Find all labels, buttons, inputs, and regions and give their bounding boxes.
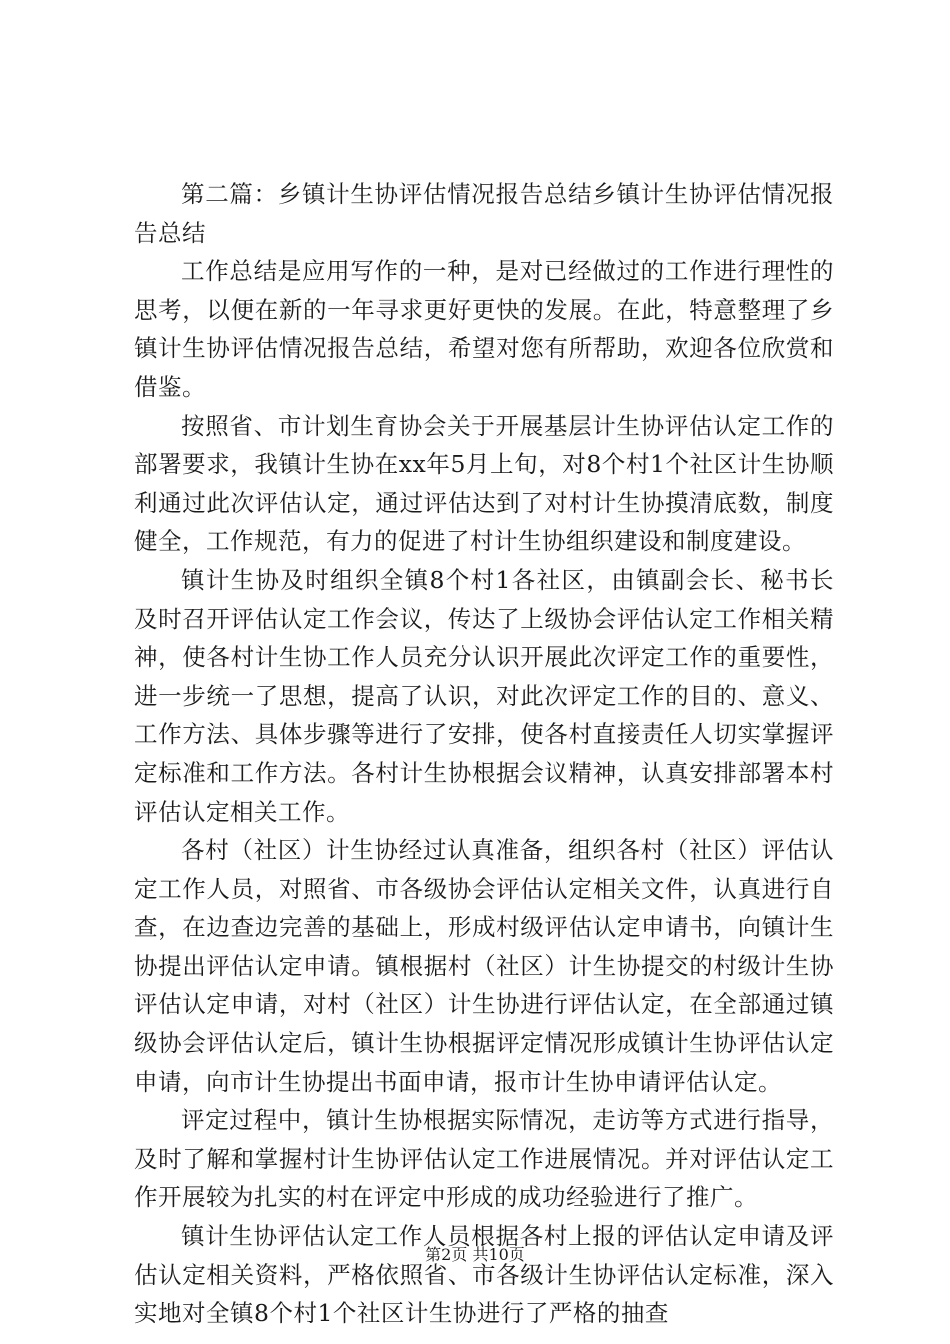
paragraph-inspection: 镇计生协评估认定工作人员根据各村上报的评估认定申请及评估认定相关资料，严格依照省、市各级计生协评估认定标准，深入实地对全镇8个村1个社区计生协进行了严格的抽查	[134, 1222, 834, 1328]
paragraph-meeting: 镇计生协及时组织全镇8个村1各社区，由镇副会长、秘书长及时召开评估认定工作会议，传达了上级协会评估认定工作相关精神，使各村计生协工作人员充分认识开展此次评定工作的重要性，进一步统一了思想，提高了认识，对此次评定工作的目的、意义、工作方法、具体步骤等进行了安排，使各村直接责任人切实掌握评定标准和工作方法。各村计生协根据会议精神，认真安排部署本村评估认定相关工作。	[134, 565, 834, 826]
paragraph-intro: 工作总结是应用写作的一种，是对已经做过的工作进行理性的思考，以便在新的一年寻求更好更快的发展。在此，特意整理了乡镇计生协评估情况报告总结，希望对您有所帮助，欢迎各位欣赏和借鉴。	[134, 257, 834, 401]
document-body	[134, 175, 834, 1333]
paragraph-requirements: 按照省、市计划生育协会关于开展基层计生协评估认定工作的部署要求，我镇计生协在xx年5月上旬，对8个村1个社区计生协顺利通过此次评估认定，通过评估达到了对村计生协摸清底数，制度健全，工作规范，有力的促进了村计生协组织建设和制度建设。	[134, 411, 834, 556]
section-heading: 第二篇：乡镇计生协评估情况报告总结乡镇计生协评估情况报告总结	[134, 180, 834, 247]
paragraph-self-check: 各村（社区）计生协经过认真准备，组织各村（社区）评估认定工作人员，对照省、市各级协会评估认定相关文件，认真进行自查，在边查边完善的基础上，形成村级评估认定申请书，向镇计生协提出评估认定申请。镇根据村（社区）计生协提交的村级计生协评估认定申请，对村（社区）计生协进行评估认定，在全部通过镇级协会评估认定后，镇计生协根据评定情况形成镇计生协评估认定申请，向市计生协提出书面申请，报市计生协申请评估认定。	[134, 836, 834, 1096]
page-number-footer: 第2页 共10页	[425, 1245, 525, 1264]
paragraph-guidance: 评定过程中，镇计生协根据实际情况，走访等方式进行指导，及时了解和掌握村计生协评估认定工作进展情况。并对评估认定工作开展较为扎实的村在评定中形成的成功经验进行了推广。	[134, 1106, 834, 1212]
